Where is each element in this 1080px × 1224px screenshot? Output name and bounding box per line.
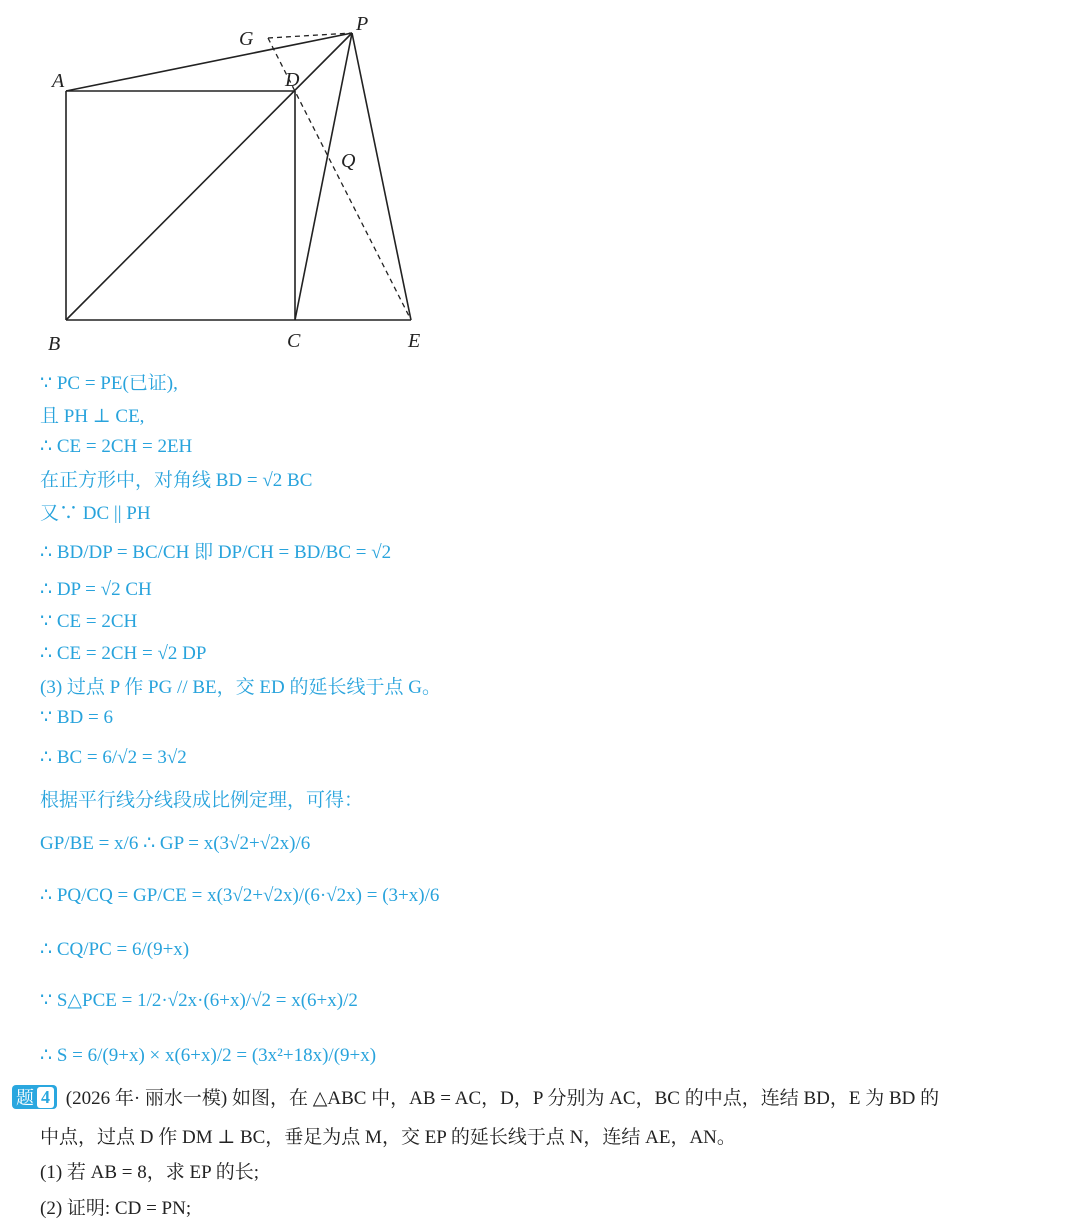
solution-line: ∴ CQ/PC = 6/(9+x) xyxy=(40,938,190,960)
problem-header xyxy=(12,1083,1080,1110)
solution-line: (3) 过点 P 作 PG // BE，交 ED 的延长线于点 G。 xyxy=(40,676,441,698)
solution-line: ∵ BD = 6 xyxy=(40,706,113,728)
label-P: P xyxy=(356,13,369,35)
segment-BP xyxy=(66,33,352,320)
solution-line: ∴ BD/DP = BC/CH 即 DP/CH = BD/BC = √2 xyxy=(40,541,392,563)
label-A: A xyxy=(52,70,65,92)
label-Q: Q xyxy=(341,150,356,172)
solution-line: ∴ BC = 6/√2 = 3√2 xyxy=(40,746,187,768)
solution-line: 又∵ DC || PH xyxy=(40,502,151,524)
label-C: C xyxy=(287,330,301,352)
solution-line: ∵ PC = PE(已证), xyxy=(40,372,178,394)
segment-AP xyxy=(66,33,352,91)
problem-stem-line1: 如图，在 △ABC 中，AB = AC，D，P 分别为 AC，BC 的中点，连结 BD，E 为 BD 的 xyxy=(231,1088,940,1109)
segment-EP xyxy=(352,33,411,320)
problem-part-2: (2) 证明: CD = PN; xyxy=(40,1198,192,1219)
solution-line: ∴ CE = 2CH = 2EH xyxy=(40,435,193,457)
solution-line: ∴ PQ/CQ = GP/CE = x(3√2+√2x)/(6·√2x) = (3+x)/6 xyxy=(40,884,440,906)
solution-line: ∴ DP = √2 CH xyxy=(40,578,152,600)
solution-line: 在正方形中，对角线 BD = √2 BC xyxy=(40,469,313,491)
solution-line: 且 PH ⊥ CE, xyxy=(40,405,145,427)
problem-stem-line2: 中点，过点 D 作 DM ⊥ BC，垂足为点 M，交 EP 的延长线于点 N，连结 AE，AN。 xyxy=(40,1127,736,1148)
solution-line: ∵ CE = 2CH xyxy=(40,610,138,632)
solution-line: ∴ CE = 2CH = √2 DP xyxy=(40,642,207,664)
label-D: D xyxy=(285,69,300,91)
solution-line: ∴ S = 6/(9+x) × x(6+x)/2 = (3x²+18x)/(9+x) xyxy=(40,1044,377,1066)
solution-line: ∵ S△PCE = 1/2·√2x·(6+x)/√2 = x(6+x)/2 xyxy=(40,989,358,1011)
label-B: B xyxy=(48,333,61,355)
label-G: G xyxy=(239,28,254,50)
solution-line: GP/BE = x/6 ∴ GP = x(3√2+√2x)/6 xyxy=(40,832,311,854)
badge-number: 4 xyxy=(37,1087,54,1108)
problem-part-1: (1) 若 AB = 8，求 EP 的长; xyxy=(40,1162,260,1183)
badge-label: 题 xyxy=(16,1088,34,1108)
label-E: E xyxy=(408,330,421,352)
geometry-figure xyxy=(0,0,460,360)
problem-badge xyxy=(12,1085,57,1109)
solution-line: 根据平行线分线段成比例定理，可得： xyxy=(40,789,364,811)
problem-source: (2026 年· 丽水一模) xyxy=(65,1088,228,1109)
segment-CP xyxy=(295,33,352,320)
